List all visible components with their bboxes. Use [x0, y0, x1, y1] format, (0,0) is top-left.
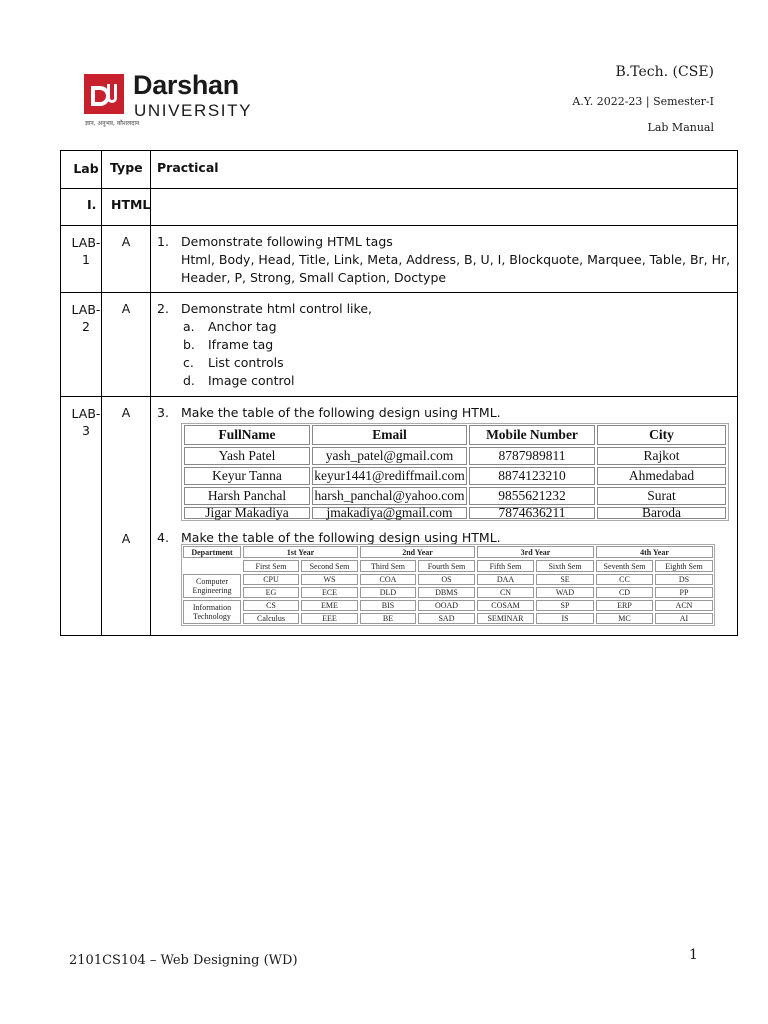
- table-cell: DAA: [477, 574, 534, 585]
- table-cell: jmakadiya@gmail.com: [312, 507, 467, 519]
- table-cell: Calculus: [243, 613, 299, 624]
- lab-2-item-text: Iframe tag: [208, 337, 274, 352]
- column-divider: [150, 151, 151, 635]
- table-cell: OOAD: [418, 600, 475, 611]
- practicals-table: [60, 150, 738, 636]
- table-cell: PP: [655, 587, 713, 598]
- table-cell: Harsh Panchal: [184, 487, 310, 505]
- table-cell: 9855621232: [469, 487, 595, 505]
- table-header-cell: Eighth Sem: [655, 560, 713, 572]
- lab-2-item-marker: b.: [183, 337, 195, 352]
- table-cell: COSAM: [477, 600, 534, 611]
- lab-2-item-text: List controls: [208, 355, 284, 370]
- row-divider: [61, 396, 737, 397]
- table-cell: ERP: [596, 600, 653, 611]
- semester-design-table: [181, 544, 715, 626]
- lab-3-number-2: 4.: [157, 530, 169, 545]
- table-header-cell: Seventh Sem: [596, 560, 653, 572]
- table-header-cell: Third Sem: [360, 560, 416, 572]
- table-cell: harsh_panchal@yahoo.com: [312, 487, 467, 505]
- table-cell: CS: [243, 600, 299, 611]
- table-cell: yash_patel@gmail.com: [312, 447, 467, 465]
- lab-2-title: Demonstrate html control like,: [181, 301, 372, 316]
- lab-3-title: Make the table of the following design using HTML.: [181, 405, 501, 420]
- table-header-cell: Department: [183, 546, 241, 558]
- table-cell: IS: [536, 613, 594, 624]
- contacts-design-table: [181, 423, 729, 521]
- section-number: I.: [87, 197, 97, 212]
- darshan-logo-mark-icon: [84, 74, 124, 114]
- table-header-cell: 4th Year: [596, 546, 713, 558]
- table-cell: SAD: [418, 613, 475, 624]
- table-cell: SE: [536, 574, 594, 585]
- table-header-cell: 3rd Year: [477, 546, 594, 558]
- lab-1-number: 1.: [157, 234, 169, 249]
- table-header-cell: Fifth Sem: [477, 560, 534, 572]
- lab-2-item-marker: d.: [183, 373, 195, 388]
- academic-year: A.Y. 2022-23 | Semester-I: [572, 95, 714, 108]
- table-cell: EEE: [301, 613, 358, 624]
- program-title: B.Tech. (CSE): [615, 64, 714, 80]
- table-header-cell: Mobile Number: [469, 425, 595, 445]
- table-header-cell: Email: [312, 425, 467, 445]
- column-header-type: Type: [110, 160, 143, 175]
- table-cell: SEMINAR: [477, 613, 534, 624]
- department-cell: Information Technology: [183, 600, 241, 624]
- section-title: HTML: [111, 197, 151, 212]
- table-cell: WS: [301, 574, 358, 585]
- table-cell: EG: [243, 587, 299, 598]
- lab-3-number: 3.: [157, 405, 169, 420]
- department-cell: Computer Engineering: [183, 574, 241, 598]
- lab-2-item-text: Anchor tag: [208, 319, 277, 334]
- lab-3-title-2: Make the table of the following design using HTML.: [181, 530, 501, 545]
- lab-2-number: 2.: [157, 301, 169, 316]
- table-header-cell: Fourth Sem: [418, 560, 475, 572]
- table-cell: BIS: [360, 600, 416, 611]
- row-divider: [61, 225, 737, 226]
- table-cell: Yash Patel: [184, 447, 310, 465]
- table-header-cell: Sixth Sem: [536, 560, 594, 572]
- darshan-university-logo: [84, 70, 264, 134]
- table-cell: OS: [418, 574, 475, 585]
- table-cell: WAD: [536, 587, 594, 598]
- table-cell: MC: [596, 613, 653, 624]
- lab-2-item-marker: c.: [183, 355, 194, 370]
- lab-2-item-text: Image control: [208, 373, 295, 388]
- table-header-cell: Second Sem: [301, 560, 358, 572]
- row-divider: [61, 292, 737, 293]
- table-cell: Jigar Makadiya: [184, 507, 310, 519]
- lab-2-label: LAB- 2: [71, 302, 101, 334]
- table-cell: COA: [360, 574, 416, 585]
- table-cell: ECE: [301, 587, 358, 598]
- table-cell: 8874123210: [469, 467, 595, 485]
- lab-3-type: A: [121, 405, 131, 420]
- table-header-cell: 1st Year: [243, 546, 358, 558]
- table-header-cell: FullName: [184, 425, 310, 445]
- column-header-lab: Lab: [73, 161, 99, 176]
- table-header-cell: 2nd Year: [360, 546, 475, 558]
- column-header-practical: Practical: [157, 160, 219, 175]
- table-header-cell: First Sem: [243, 560, 299, 572]
- table-cell: DLD: [360, 587, 416, 598]
- table-cell: Surat: [597, 487, 726, 505]
- logo-tagline: ज्ञान, अनुभव, कौशलदान: [85, 120, 140, 127]
- table-cell: CPU: [243, 574, 299, 585]
- table-cell: BE: [360, 613, 416, 624]
- table-cell: Rajkot: [597, 447, 726, 465]
- row-divider: [61, 188, 737, 189]
- lab-1-label: LAB- 1: [71, 235, 101, 267]
- table-cell: DS: [655, 574, 713, 585]
- table-cell: CN: [477, 587, 534, 598]
- table-cell: 8787989811: [469, 447, 595, 465]
- page-number: 1: [689, 947, 698, 963]
- table-cell: 7874636211: [469, 507, 595, 519]
- table-cell: DBMS: [418, 587, 475, 598]
- table-cell: EME: [301, 600, 358, 611]
- logo-wordmark-darshan: Darshan: [133, 70, 239, 100]
- column-divider: [101, 151, 102, 635]
- table-cell: CD: [596, 587, 653, 598]
- lab-3-label: LAB- 3: [71, 406, 101, 438]
- table-cell: ACN: [655, 600, 713, 611]
- lab-3-type-2: A: [121, 531, 131, 546]
- logo-wordmark-university: UNIVERSITY: [134, 101, 253, 120]
- table-cell: Ahmedabad: [597, 467, 726, 485]
- table-cell: Keyur Tanna: [184, 467, 310, 485]
- lab-1-text: Demonstrate following HTML tags Html, Body, Head, Title, Link, Meta, Address, B, U, I, Blockquote, Marquee, Table, Br, Hr, Header, P, Strong, Small Caption, Doctype: [181, 234, 731, 285]
- table-cell: keyur1441@rediffmail.com: [312, 467, 467, 485]
- table-cell: AI: [655, 613, 713, 624]
- table-cell: Baroda: [597, 507, 726, 519]
- table-cell: SP: [536, 600, 594, 611]
- lab-2-type: A: [121, 301, 131, 316]
- lab-1-type: A: [121, 234, 131, 249]
- course-footer: 2101CS104 – Web Designing (WD): [69, 953, 298, 968]
- lab-2-item-marker: a.: [183, 319, 195, 334]
- table-header-cell: City: [597, 425, 726, 445]
- table-cell: CC: [596, 574, 653, 585]
- document-type: Lab Manual: [647, 121, 714, 134]
